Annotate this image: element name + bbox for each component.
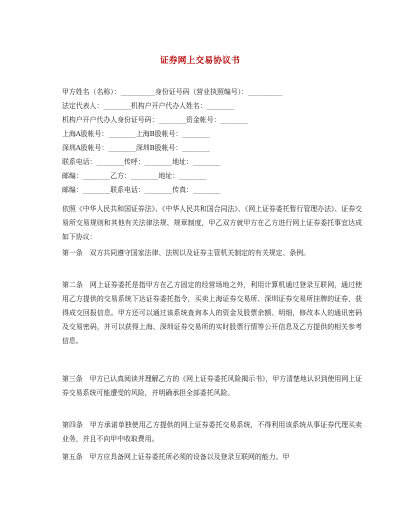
article-5-paragraph: 第五条 甲方应具备网上证券委托所必须的设备以及登录互联网的能力。甲 xyxy=(62,453,290,461)
header-line-shanghai-accounts: 上海A股帐号：________上海B股帐号：________ xyxy=(62,130,210,138)
article-3-paragraph: 第三条 甲方已认真阅读并理解乙方的《网上证券委托风险揭示书》，甲方清楚地认识到使用网上证券交易系统可能遭受的风险，并明确承担全部委托风险。 xyxy=(62,375,362,397)
header-line-shenzhen-accounts: 深圳A股帐号：________深圳B股帐号：________ xyxy=(62,144,210,152)
preamble-paragraph: 依照《中华人民共和国证券法》、《中华人民共和国合同法》、《网上证券委托暂行管理办法》、证券交易所交易规则和其他有关法律法规、规章制度，甲乙双方就甲方在乙方进行网上证券委托事宜达成如下协议： xyxy=(62,205,362,241)
article-2-paragraph: 第二条 网上证券委托是指甲方在乙方固定的经营场地之外，利用计算机通过登录互联网，通过使用乙方提供的交易系统下达证券委托指令，买卖上海证券交易所、深圳证券交易所挂牌的证券，获得成交回报信息。甲方还可以通过该系统查询本人的资金及股票余额、明细，修改本人的通讯密码及交易密码，并可以获得上海、深圳证券交易所的实时股票行情等公开信息及乙方提供的相关参考信息。 xyxy=(62,281,362,345)
article-1-paragraph: 第一条 双方共同遵守国家法律、法规以及证券主管机关制定的有关规定、条例。 xyxy=(62,249,311,257)
document-title: 证券网上交易协议书 xyxy=(159,56,241,66)
header-line-party-a-name: 甲方姓名（名称）：__________身份证号码（营业执照编号）：__________ xyxy=(62,88,283,96)
header-line-party-b-contact: 邮编：________联系电话：________传真：________ xyxy=(62,186,221,194)
article-4-paragraph: 第四条 甲方承诺单独使用乙方提供的网上证券委托交易系统，不得利用该系统从事证券代理买卖业务，并且不向甲中收取费用。 xyxy=(62,421,362,443)
header-line-agent-id: 机构户开户代办人身份证号码：________资金帐号：________ xyxy=(62,116,249,124)
header-line-party-b: 邮编：________乙方：________地址：________ xyxy=(62,172,207,180)
header-line-contact: 联系电话：________传呼：________地址：________ xyxy=(62,158,221,166)
header-line-legal-rep: 法定代表人：________机构户开户代办人姓名：________ xyxy=(62,102,235,110)
